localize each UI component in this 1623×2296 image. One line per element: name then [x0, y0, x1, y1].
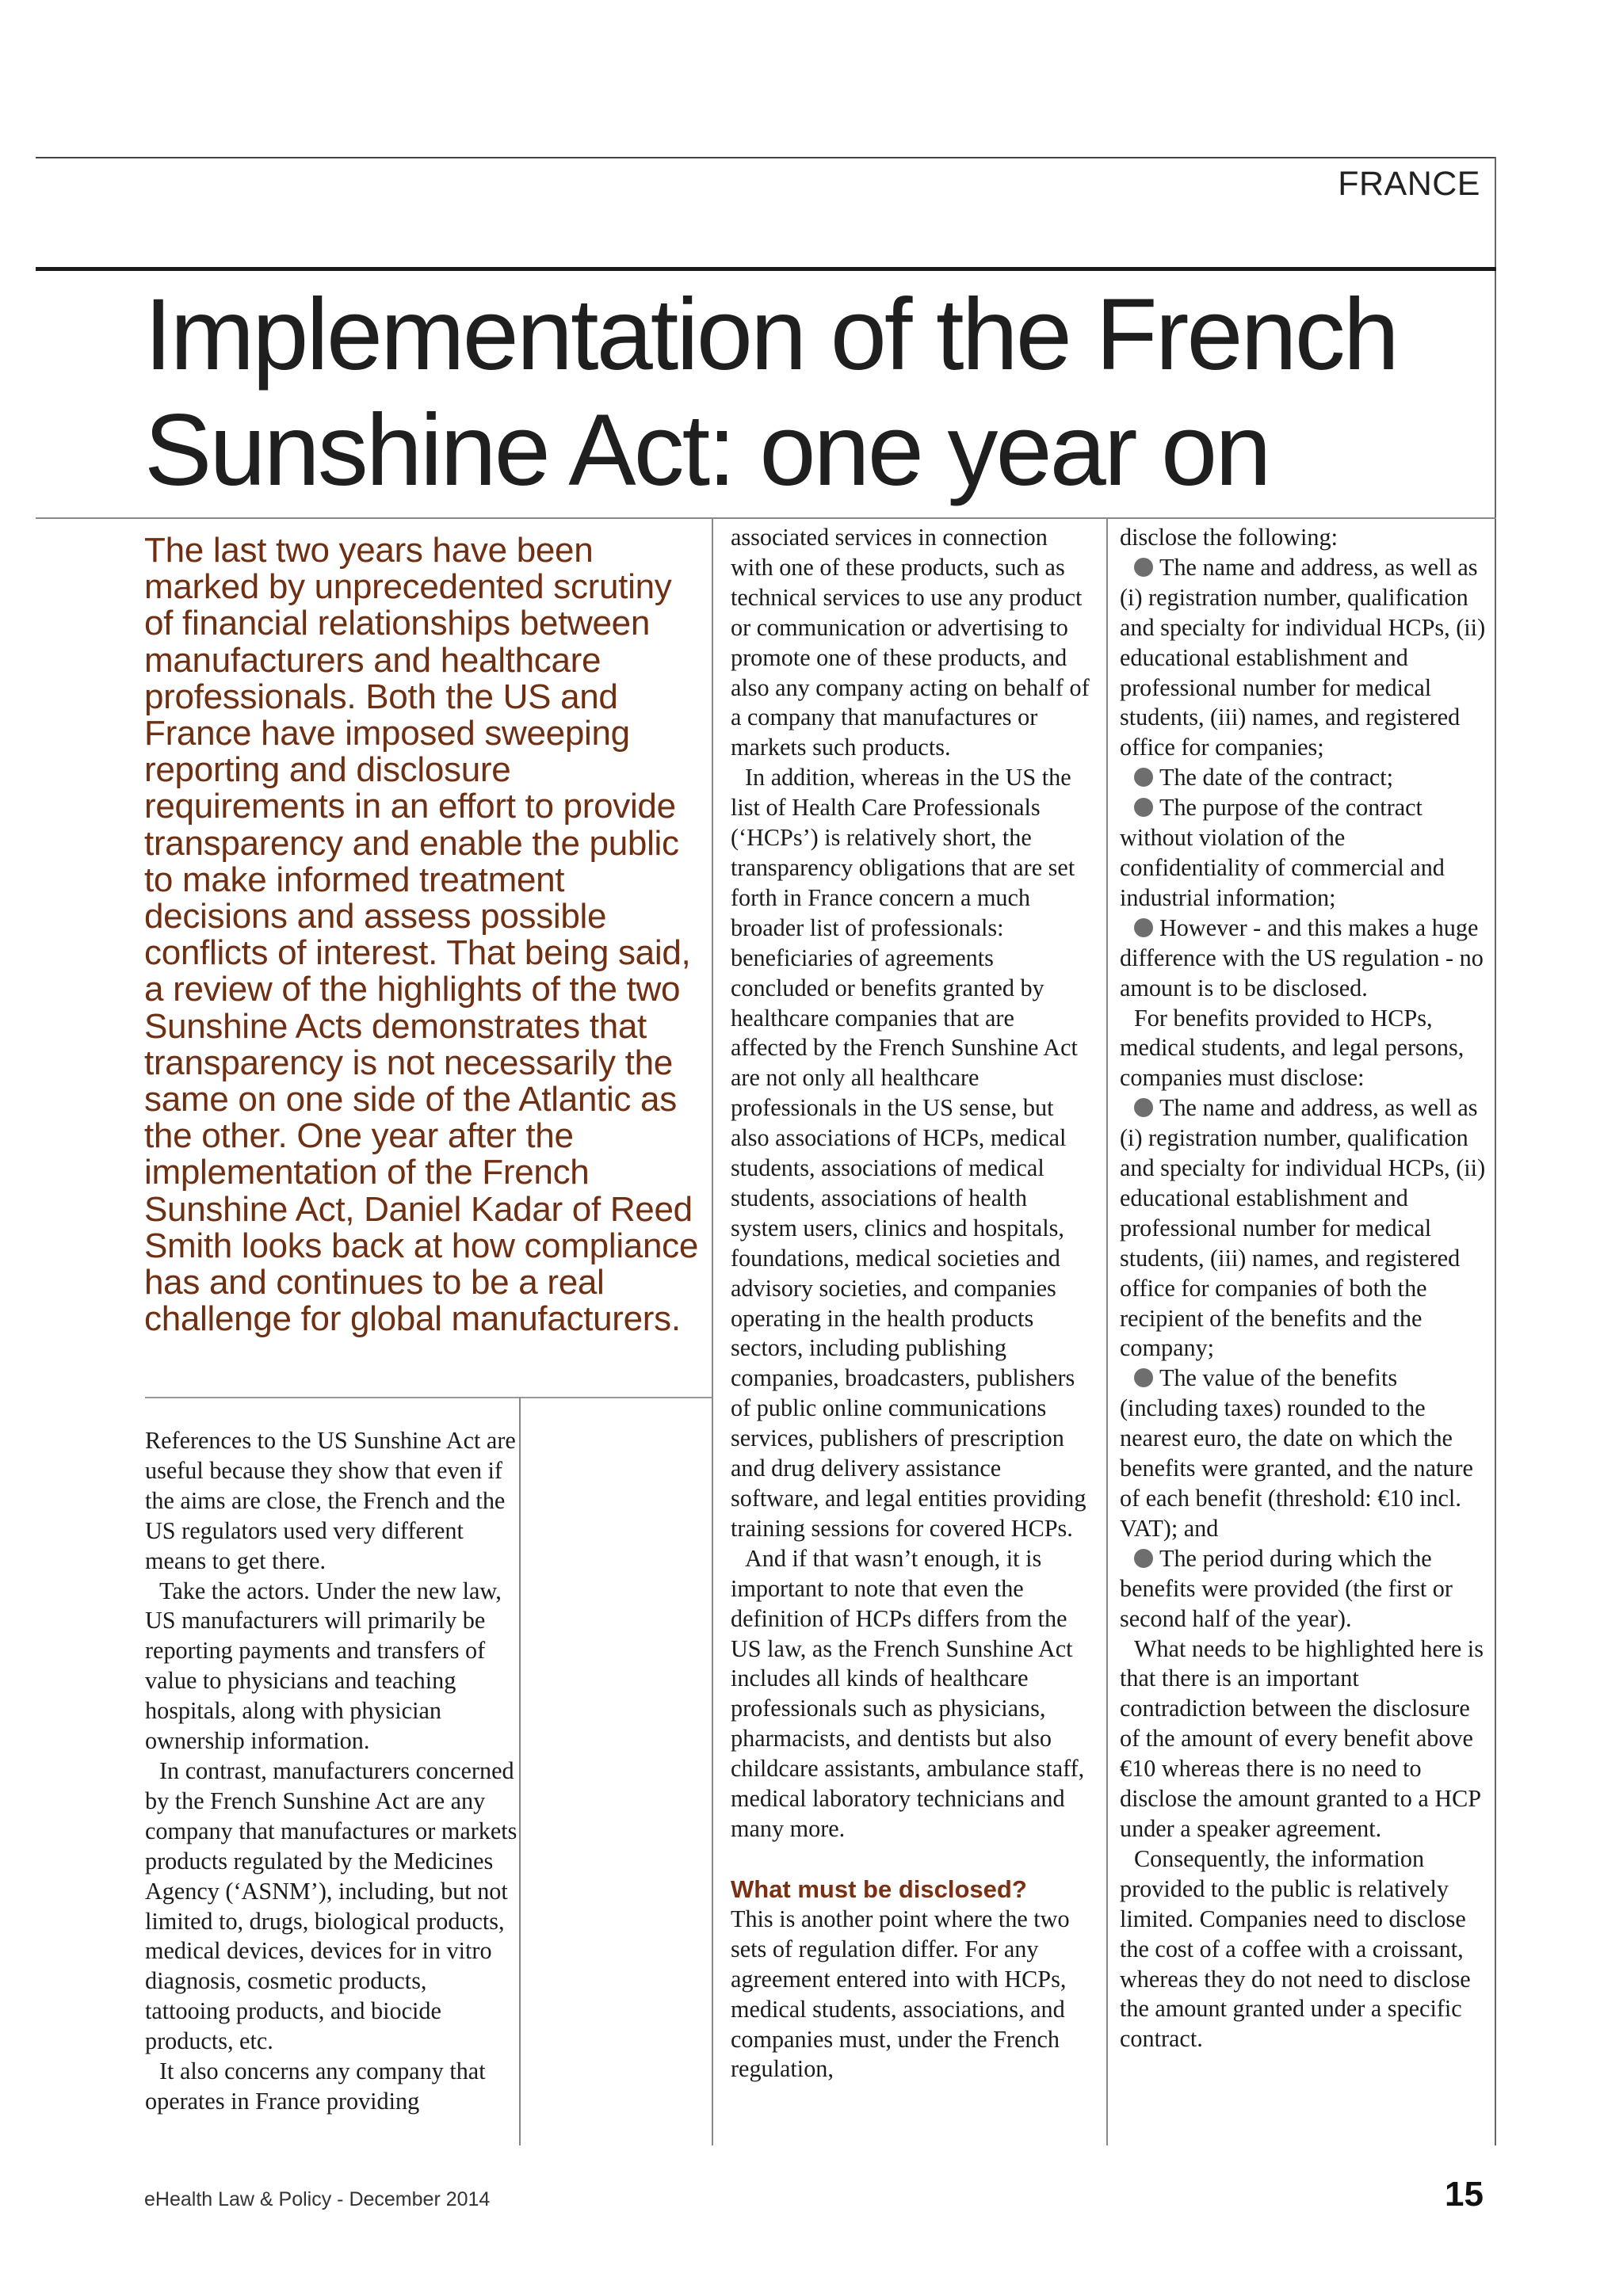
paragraph: Consequently, the information provided to the public is relatively limited. Companies need to disclose the cost of a coffee with a croissant, whereas they do not need to disclose the amount granted under a specific contract.	[1120, 1844, 1471, 2053]
bullet-item: The purpose of the contract without violation of the confidentiality of commercial and industrial information;	[1120, 794, 1445, 911]
column-divider-3	[1106, 519, 1108, 2145]
paragraph: And if that wasn’t enough, it is important to note that even the definition of HCPs differs from the US law, as the French Sunshine Act includes all kinds of healthcare professionals such as physicians, pharmacists, and dentists but also childcare assistants, ambulance staff, medical laboratory technicians and many more.	[731, 1544, 1085, 1842]
column-divider-2	[712, 519, 713, 2145]
headline-bottom-rule	[36, 517, 1496, 519]
bullet-item: The date of the contract;	[1120, 763, 1486, 793]
right-frame-line	[1495, 157, 1496, 2145]
standfirst: The last two years have been marked by unprecedented scrutiny of financial relationships between manufacturers and healthcare professionals. Both the US and France have imposed sweeping reporting and disclosure requirements in an effort to provide transparency and enable the public to make informed treatment decisions and assess possible conflicts of interest. That being said, a review of the highlights of the two Sunshine Acts demonstrates that transparency is not necessarily the same on one side of the Atlantic as the other. One year after the implementation of the French Sunshine Act, Daniel Kadar of Reed Smith looks back at how compliance has and continues to be a real challenge for global manufacturers.	[144, 531, 699, 1339]
bullet-item: However - and this makes a huge difference with the US regulation - no amount is to be disclosed.	[1120, 913, 1484, 1001]
bullet-dot-icon	[1134, 918, 1153, 937]
bullet-dot-icon	[1134, 558, 1153, 577]
headline-line-1: Implementation of the French	[144, 278, 1397, 391]
page-number: 15	[1445, 2175, 1484, 2214]
headline	[144, 277, 1476, 509]
bullet-dot-icon	[1134, 1368, 1153, 1387]
paragraph: What needs to be highlighted here is that there is an important contradiction between the disclosure of the amount of every benefit above €10 whereas there is no need to disclose the amount granted to a HCP under a speaker agreement.	[1120, 1634, 1484, 1842]
bullet-dot-icon	[1134, 1098, 1153, 1117]
bullet-dot-icon	[1134, 798, 1153, 817]
paragraph: disclose the following:	[1120, 524, 1338, 551]
body-column-2	[731, 523, 1095, 2084]
bullet-dot-icon	[1134, 768, 1153, 787]
headline-line-2: Sunshine Act: one year on	[144, 394, 1270, 507]
header-thick-rule	[36, 267, 1496, 271]
body-column-3	[1120, 523, 1486, 2054]
section-label: FRANCE	[1338, 165, 1480, 203]
bullet-item: The period during which the benefits were provided (the first or second half of the year).	[1120, 1544, 1453, 1632]
bullet-item: The value of the benefits (including taxes) rounded to the nearest euro, the date on which the benefits were granted, and the nature of each benefit (threshold: €10 incl. VAT); and	[1120, 1364, 1473, 1542]
paragraph: Take the actors. Under the new law, US manufacturers will primarily be reporting payments and transfers of value to physicians and teaching hospitals, along with physician ownership information.	[145, 1577, 502, 1755]
publication-footer: eHealth Law & Policy - December 2014	[144, 2188, 491, 2210]
paragraph: This is another point where the two sets of regulation differ. For any agreement entered into with HCPs, medical students, associations, and companies must, under the French regulation,	[731, 1905, 1070, 2083]
paragraph: References to the US Sunshine Act are useful because they show that even if the aims are close, the French and the US regulators used very different means to get there.	[145, 1427, 516, 1574]
bullet-item: The name and address, as well as (i) registration number, qualification and specialty for individual HCPs, (ii) educational establishment and professional number for medical students, (iii) names, and registered office for companies;	[1120, 553, 1486, 761]
paragraph: associated services in connection with one of these products, such as technical services to use any product or communication or advertising to promote one of these products, and also any company acting on behalf of a company that manufactures or markets such products.	[731, 524, 1090, 761]
subheading: What must be disclosed?	[731, 1875, 1027, 1903]
top-rule	[36, 157, 1496, 158]
bullet-dot-icon	[1134, 1549, 1153, 1568]
column-divider-1	[519, 1397, 521, 2145]
standfirst-bottom-rule	[145, 1397, 712, 1398]
paragraph: It also concerns any company that operates in France providing	[145, 2058, 486, 2115]
bullet-item: The name and address, as well as (i) registration number, qualification and specialty for individual HCPs, (ii) educational establishment and professional number for medical students, (iii) names, and registered office for companies of both the recipient of the benefits and the company;	[1120, 1094, 1486, 1362]
paragraph: For benefits provided to HCPs, medical students, and legal persons, companies must disclose:	[1120, 1004, 1465, 1092]
paragraph: In contrast, manufacturers concerned by the French Sunshine Act are any company that manufactures or markets products regulated by the Medicines Agency (‘ASNM’), including, but not limited to, drugs, biological products, medical devices, devices for in vitro diagnosis, cosmetic products, tattooing products, and biocide products, etc.	[145, 1756, 517, 2055]
paragraph: In addition, whereas in the US the list of Health Care Professionals (‘HCPs’) is relatively short, the transparency obligations that are set forth in France concern a much broader list of professionals: beneficiaries of agreements concluded or benefits granted by healthcare companies that are affected by the French Sunshine Act are not only all healthcare professionals in the US sense, but also associations of HCPs, medical students, associations of medical students, associations of health system users, clinics and hospitals, foundations, medical societies and advisory societies, and companies operating in the health products sectors, including publishing companies, broadcasters, publishers of public online communications services, publishers of prescription and drug delivery assistance software, and legal entities providing training sessions for covered HCPs.	[731, 764, 1086, 1542]
body-column-1	[145, 1426, 517, 2117]
